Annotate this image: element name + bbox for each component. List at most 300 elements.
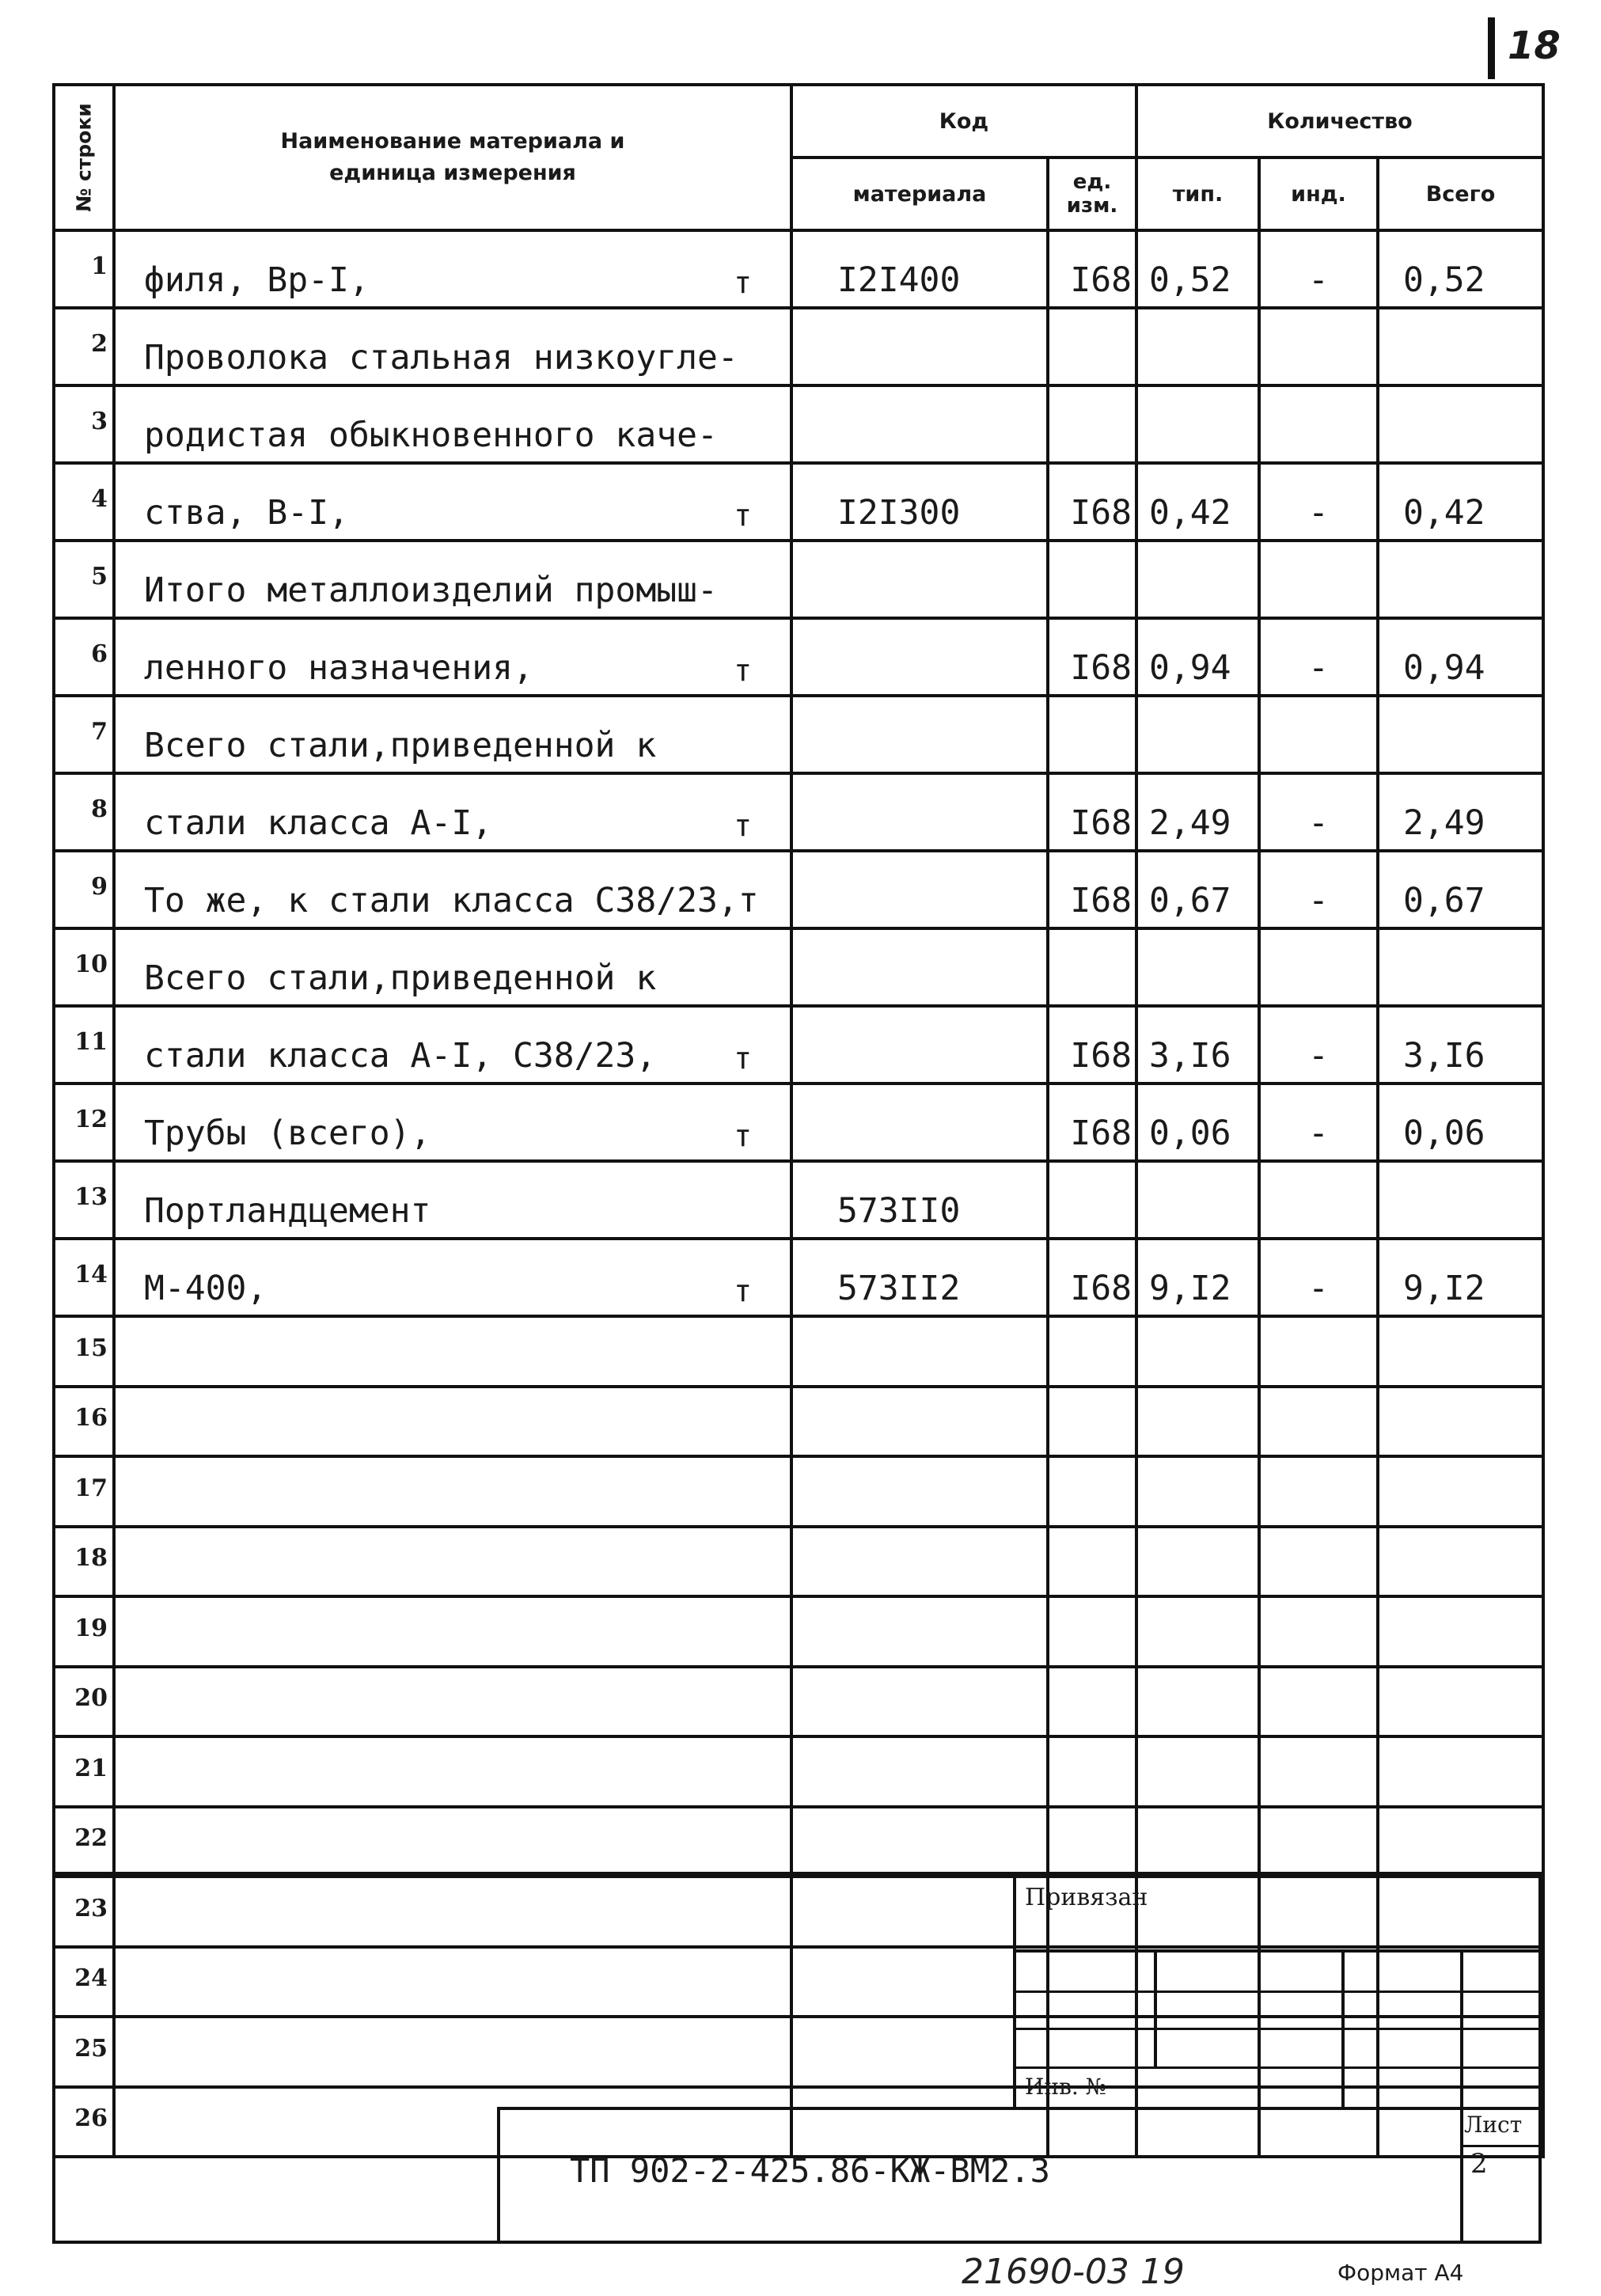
unit-code-cell <box>1048 773 1136 851</box>
material-code-cell <box>791 1947 1048 2017</box>
material-name-cell <box>114 773 791 851</box>
qty-total-cell <box>1378 1807 1543 1877</box>
qty-total-text: 0,67 <box>1403 881 1485 920</box>
table-row <box>54 2087 1543 2157</box>
row-number-text: 15 <box>74 1334 108 1362</box>
row-number-text: 20 <box>74 1684 108 1713</box>
row-number-text: 23 <box>74 1894 108 1922</box>
table-row <box>54 1083 1543 1161</box>
doc-box-top-line <box>497 2107 1542 2110</box>
material-name-text: Трубы (всего), <box>144 1114 431 1153</box>
row-number-text: 22 <box>74 1824 108 1853</box>
unit-text: т <box>734 1041 752 1076</box>
qty-typical-cell <box>1136 618 1259 696</box>
qty-typical-cell <box>1136 1456 1259 1527</box>
unit-code-text: I68 <box>1070 260 1132 300</box>
row-number-text: 2 <box>91 329 108 358</box>
material-name-text: Портландцемент <box>144 1191 431 1231</box>
qty-individual-cell <box>1259 1807 1378 1877</box>
material-name-cell <box>114 1456 791 1527</box>
material-name-text: Проволока стальная низкоугле- <box>144 338 738 378</box>
unit-code-text: I68 <box>1070 881 1132 920</box>
row-number-text: 18 <box>74 1544 108 1573</box>
row-number-text: 11 <box>74 1027 108 1056</box>
table-row <box>54 1161 1543 1239</box>
row-number-cell <box>54 463 114 541</box>
material-code-cell <box>791 1083 1048 1161</box>
row-number-header: № строки <box>54 85 114 230</box>
qty-individual-cell <box>1259 1456 1378 1527</box>
qty-individual-cell <box>1259 928 1378 1006</box>
material-code-cell <box>791 618 1048 696</box>
row-number-text: 7 <box>91 717 108 746</box>
page-marker-bar <box>1488 17 1495 79</box>
unit-code-cell <box>1048 618 1136 696</box>
material-name-text: М-400, <box>144 1269 267 1308</box>
row-number-text: 9 <box>91 872 108 901</box>
stamp-vline-a <box>1154 1949 1157 2068</box>
row-number-cell <box>54 1807 114 1877</box>
material-code-cell <box>791 1667 1048 1737</box>
unit-code-cell <box>1048 541 1136 618</box>
unit-code-cell <box>1048 928 1136 1006</box>
qty-individual-cell <box>1259 1877 1378 1947</box>
row-number-cell <box>54 1316 114 1387</box>
qty-individual-cell <box>1259 1161 1378 1239</box>
qty-individual-text: - <box>1308 881 1329 920</box>
row-number-text: 19 <box>74 1614 108 1642</box>
sheet-box-divider <box>1460 2145 1542 2147</box>
material-code-cell <box>791 2017 1048 2087</box>
material-code-text: 573II2 <box>837 1269 961 1308</box>
inv-number-label: Инв. № <box>1025 2074 1107 2100</box>
table-row <box>54 928 1543 1006</box>
page-number: 18 <box>1508 24 1561 68</box>
unit-code-cell <box>1048 1807 1136 1877</box>
material-name-cell <box>114 1006 791 1083</box>
material-name-cell <box>114 1239 791 1316</box>
qty-typical-text: 0,94 <box>1149 648 1231 688</box>
unit-code-cell <box>1048 1596 1136 1667</box>
table-row <box>54 696 1543 773</box>
qty-typical-cell <box>1136 1387 1259 1457</box>
material-code-text: I2I300 <box>837 493 961 533</box>
material-name-text: Итого металлоизделий промыш- <box>144 571 718 610</box>
unit-text: т <box>734 1118 752 1153</box>
row-number-text: 21 <box>74 1754 108 1782</box>
stamp-right-line <box>1538 1872 1542 2244</box>
row-number-cell <box>54 385 114 463</box>
qty-total-cell <box>1378 618 1543 696</box>
material-code-cell <box>791 1239 1048 1316</box>
material-code-cell <box>791 1387 1048 1457</box>
qty-total-header: Всего <box>1378 157 1543 230</box>
unit-code-text: I68 <box>1070 803 1132 843</box>
material-code-cell <box>791 1006 1048 1083</box>
qty-total-cell <box>1378 463 1543 541</box>
qty-total-cell <box>1378 851 1543 928</box>
row-number-text: 16 <box>74 1404 108 1433</box>
material-code-cell <box>791 696 1048 773</box>
quantity-group-header: Количество <box>1136 85 1543 157</box>
qty-total-cell <box>1378 230 1543 308</box>
material-code-cell <box>791 385 1048 463</box>
qty-typical-cell <box>1136 1877 1259 1947</box>
stamp-bottom-line <box>52 2241 1542 2244</box>
row-number-text: 14 <box>74 1260 108 1288</box>
qty-typical-cell <box>1136 1239 1259 1316</box>
unit-code-text: I68 <box>1070 1269 1132 1308</box>
row-number-text: 26 <box>74 2104 108 2133</box>
table-row <box>54 1239 1543 1316</box>
material-code-cell <box>791 773 1048 851</box>
qty-individual-text: - <box>1308 260 1329 300</box>
table-row <box>54 1527 1543 1597</box>
material-name-cell <box>114 618 791 696</box>
sheet-box-left-line <box>1460 2107 1463 2243</box>
unit-code-cell <box>1048 1239 1136 1316</box>
material-name-cell <box>114 230 791 308</box>
material-name-text: Всего стали,приведенной к <box>144 726 657 765</box>
qty-typical-cell <box>1136 928 1259 1006</box>
material-code-cell <box>791 1736 1048 1807</box>
qty-typical-cell <box>1136 696 1259 773</box>
qty-typical-cell <box>1136 851 1259 928</box>
stamp-top-line <box>52 1872 1542 1875</box>
table-row <box>54 1667 1543 1737</box>
unit-code-cell <box>1048 463 1136 541</box>
material-name-cell <box>114 851 791 928</box>
unit-code-text: I68 <box>1070 648 1132 688</box>
qty-individual-cell <box>1259 773 1378 851</box>
material-name-cell <box>114 2087 791 2157</box>
qty-individual-cell <box>1259 1316 1378 1387</box>
sheet-number: 2 <box>1470 2148 1488 2180</box>
table-row <box>54 541 1543 618</box>
unit-code-cell <box>1048 1387 1136 1457</box>
unit-code-text: I68 <box>1070 1036 1132 1076</box>
material-name-text: родистая обыкновенного каче- <box>144 416 718 455</box>
material-code-cell <box>791 1527 1048 1597</box>
material-code-cell <box>791 1161 1048 1239</box>
qty-typical-cell <box>1136 1596 1259 1667</box>
unit-text: т <box>734 653 752 688</box>
qty-total-cell <box>1378 1316 1543 1387</box>
qty-total-cell <box>1378 1006 1543 1083</box>
stamp-vline-c <box>1460 1949 1463 2109</box>
table-row <box>54 1006 1543 1083</box>
document-code: ТП 902-2-425.86-КЖ-ВМ2.3 <box>570 2151 1050 2190</box>
qty-total-cell <box>1378 1736 1543 1807</box>
unit-text: т <box>734 808 752 843</box>
qty-individual-text: - <box>1308 803 1329 843</box>
row-number-cell <box>54 1387 114 1457</box>
row-number-text: 8 <box>91 795 108 823</box>
unit-code-cell <box>1048 1736 1136 1807</box>
material-code-text: I2I400 <box>837 260 961 300</box>
row-number-text: 24 <box>74 1964 108 1993</box>
table-row <box>54 1947 1543 2017</box>
table-row <box>54 1387 1543 1457</box>
table-row <box>54 230 1543 308</box>
qty-typical-cell <box>1136 1006 1259 1083</box>
qty-total-cell <box>1378 773 1543 851</box>
row-number-cell <box>54 1667 114 1737</box>
row-number-cell <box>54 2017 114 2087</box>
qty-individual-cell <box>1259 1736 1378 1807</box>
table-row <box>54 463 1543 541</box>
row-number-cell <box>54 1006 114 1083</box>
material-code-cell <box>791 1456 1048 1527</box>
qty-individual-cell <box>1259 1083 1378 1161</box>
row-number-cell <box>54 851 114 928</box>
unit-code-cell <box>1048 1527 1136 1597</box>
table-row <box>54 1596 1543 1667</box>
qty-individual-cell <box>1259 308 1378 385</box>
qty-individual-text: - <box>1308 1114 1329 1153</box>
qty-total-cell <box>1378 308 1543 385</box>
material-name-header: Наименование материала и единица измерения <box>114 85 791 230</box>
row-number-cell <box>54 696 114 773</box>
unit-text: т <box>734 265 752 300</box>
unit-code-cell <box>1048 1667 1136 1737</box>
qty-individual-cell <box>1259 230 1378 308</box>
qty-typical-text: 0,67 <box>1149 881 1231 920</box>
qty-individual-cell <box>1259 463 1378 541</box>
qty-total-text: 2,49 <box>1403 803 1485 843</box>
qty-total-cell <box>1378 1239 1543 1316</box>
unit-code-cell <box>1048 385 1136 463</box>
qty-typical-cell <box>1136 463 1259 541</box>
code-material-header: материала <box>791 157 1048 230</box>
qty-typical-cell <box>1136 773 1259 851</box>
unit-text: т <box>734 498 752 533</box>
qty-individual-cell <box>1259 2087 1378 2157</box>
row-number-text: 17 <box>74 1474 108 1502</box>
material-name-cell <box>114 463 791 541</box>
qty-individual-text: - <box>1308 1036 1329 1076</box>
qty-total-cell <box>1378 1877 1543 1947</box>
qty-individual-cell <box>1259 385 1378 463</box>
material-name-text: ленного назначения, <box>144 648 533 688</box>
qty-typical-text: 2,49 <box>1149 803 1231 843</box>
material-code-cell <box>791 851 1048 928</box>
material-code-cell <box>791 1807 1048 1877</box>
table-row <box>54 1736 1543 1807</box>
qty-typical-cell <box>1136 1083 1259 1161</box>
row-number-text: 6 <box>91 639 108 668</box>
unit-code-cell <box>1048 1161 1136 1239</box>
row-number-cell <box>54 928 114 1006</box>
doc-box-left-line <box>497 2107 500 2243</box>
qty-total-cell <box>1378 928 1543 1006</box>
qty-typical-text: 3,I6 <box>1149 1036 1231 1076</box>
qty-typical-header: тип. <box>1136 157 1259 230</box>
code-group-header: Код <box>791 85 1136 157</box>
material-code-cell <box>791 463 1048 541</box>
material-code-text: 573II0 <box>837 1191 961 1231</box>
material-name-cell <box>114 696 791 773</box>
row-number-cell <box>54 618 114 696</box>
qty-typical-cell <box>1136 541 1259 618</box>
qty-typical-text: 0,42 <box>1149 493 1231 533</box>
qty-typical-cell <box>1136 230 1259 308</box>
qty-typical-cell <box>1136 308 1259 385</box>
material-name-text: ства, В-I, <box>144 493 349 533</box>
qty-typical-cell <box>1136 1316 1259 1387</box>
table-row <box>54 385 1543 463</box>
table-row <box>54 851 1543 928</box>
qty-individual-cell <box>1259 1006 1378 1083</box>
unit-text: т <box>734 1273 752 1308</box>
qty-typical-cell <box>1136 385 1259 463</box>
material-code-cell <box>791 928 1048 1006</box>
material-code-cell <box>791 541 1048 618</box>
material-name-cell <box>114 385 791 463</box>
material-code-cell <box>791 1877 1048 1947</box>
material-name-cell <box>114 1161 791 1239</box>
stamp-vline-b <box>1341 1949 1345 2109</box>
qty-individual-text: - <box>1308 648 1329 688</box>
unit-code-cell <box>1048 1006 1136 1083</box>
qty-total-cell <box>1378 1527 1543 1597</box>
qty-individual-cell <box>1259 541 1378 618</box>
unit-code-cell <box>1048 1947 1136 2017</box>
unit-code-cell <box>1048 230 1136 308</box>
handwritten-number: 21690-03 19 <box>962 2252 1185 2292</box>
unit-code-text: I68 <box>1070 493 1132 533</box>
row-number-text: 4 <box>91 484 108 513</box>
material-name-cell <box>114 1807 791 1877</box>
format-label: Формат А4 <box>1337 2260 1464 2286</box>
row-number-cell <box>54 1161 114 1239</box>
row-number-text: 3 <box>91 407 108 435</box>
qty-total-cell <box>1378 1456 1543 1527</box>
row-number-cell <box>54 2087 114 2157</box>
unit-code-cell <box>1048 851 1136 928</box>
qty-total-cell <box>1378 1667 1543 1737</box>
qty-total-text: 0,06 <box>1403 1114 1485 1153</box>
unit-code-cell <box>1048 696 1136 773</box>
row-number-cell <box>54 1239 114 1316</box>
table-row <box>54 1877 1543 1947</box>
material-name-text: филя, Вр-I, <box>144 260 370 300</box>
qty-typical-cell <box>1136 1807 1259 1877</box>
row-number-text: 10 <box>74 950 108 978</box>
qty-total-cell <box>1378 1083 1543 1161</box>
qty-total-cell <box>1378 385 1543 463</box>
row-number-text: 13 <box>74 1182 108 1211</box>
qty-individual-cell <box>1259 1596 1378 1667</box>
qty-total-cell <box>1378 696 1543 773</box>
material-code-cell <box>791 308 1048 385</box>
qty-total-cell <box>1378 1596 1543 1667</box>
material-name-cell <box>114 308 791 385</box>
row-number-text: 25 <box>74 2034 108 2063</box>
row-number-cell <box>54 1083 114 1161</box>
qty-individual-text: - <box>1308 493 1329 533</box>
row-number-text: 5 <box>91 562 108 590</box>
qty-typical-cell <box>1136 1736 1259 1807</box>
row-number-cell <box>54 541 114 618</box>
qty-total-cell <box>1378 1161 1543 1239</box>
material-name-cell <box>114 928 791 1006</box>
material-name-text: То же, к стали класса С38/23,т <box>144 881 759 920</box>
qty-total-text: 9,I2 <box>1403 1269 1485 1308</box>
qty-typical-cell <box>1136 1667 1259 1737</box>
qty-total-text: 0,52 <box>1403 260 1485 300</box>
qty-total-cell <box>1378 1387 1543 1457</box>
material-name-cell <box>114 1877 791 1947</box>
qty-individual-cell <box>1259 1387 1378 1457</box>
code-unit-header: ед. изм. <box>1048 157 1136 230</box>
qty-typical-text: 0,52 <box>1149 260 1231 300</box>
row-number-cell <box>54 230 114 308</box>
qty-typical-text: 0,06 <box>1149 1114 1231 1153</box>
material-name-cell <box>114 1667 791 1737</box>
qty-typical-cell <box>1136 1161 1259 1239</box>
material-name-cell <box>114 1736 791 1807</box>
qty-total-cell <box>1378 541 1543 618</box>
material-code-cell <box>791 1596 1048 1667</box>
row-number-cell <box>54 1527 114 1597</box>
material-name-cell <box>114 541 791 618</box>
qty-individual-text: - <box>1308 1269 1329 1308</box>
qty-individual-cell <box>1259 696 1378 773</box>
row-number-cell <box>54 1596 114 1667</box>
qty-individual-cell <box>1259 1667 1378 1737</box>
material-name-cell <box>114 1316 791 1387</box>
row-number-cell <box>54 773 114 851</box>
unit-code-cell <box>1048 308 1136 385</box>
table-row <box>54 773 1543 851</box>
qty-typical-cell <box>1136 1527 1259 1597</box>
table-row <box>54 1316 1543 1387</box>
material-name-text: стали класса А-I, <box>144 803 493 843</box>
qty-individual-cell <box>1259 1527 1378 1597</box>
qty-typical-text: 9,I2 <box>1149 1269 1231 1308</box>
material-name-cell <box>114 1947 791 2017</box>
qty-total-text: 3,I6 <box>1403 1036 1485 1076</box>
row-number-cell <box>54 1736 114 1807</box>
material-name-cell <box>114 1527 791 1597</box>
row-number-cell <box>54 1947 114 2017</box>
material-name-cell <box>114 1083 791 1161</box>
row-number-text: 12 <box>74 1105 108 1133</box>
qty-total-text: 0,94 <box>1403 648 1485 688</box>
materials-table <box>52 83 1545 2158</box>
material-name-text: стали класса А-I, С38/23, <box>144 1036 657 1076</box>
stamp-left-line <box>52 1872 55 2244</box>
unit-code-cell <box>1048 1456 1136 1527</box>
qty-total-text: 0,42 <box>1403 493 1485 533</box>
unit-code-cell <box>1048 1083 1136 1161</box>
material-name-text: Всего стали,приведенной к <box>144 958 657 998</box>
row-number-text: 1 <box>91 252 108 280</box>
linked-label: Привязан <box>1025 1884 1148 1911</box>
qty-individual-header: инд. <box>1259 157 1378 230</box>
unit-code-text: I68 <box>1070 1114 1132 1153</box>
qty-typical-cell <box>1136 2087 1259 2157</box>
row-number-cell <box>54 308 114 385</box>
material-code-cell <box>791 230 1048 308</box>
table-row <box>54 1807 1543 1877</box>
material-name-cell <box>114 1596 791 1667</box>
qty-individual-cell <box>1259 1947 1378 2017</box>
material-name-cell <box>114 1387 791 1457</box>
table-row <box>54 308 1543 385</box>
sheet-label: Лист <box>1464 2112 1523 2138</box>
